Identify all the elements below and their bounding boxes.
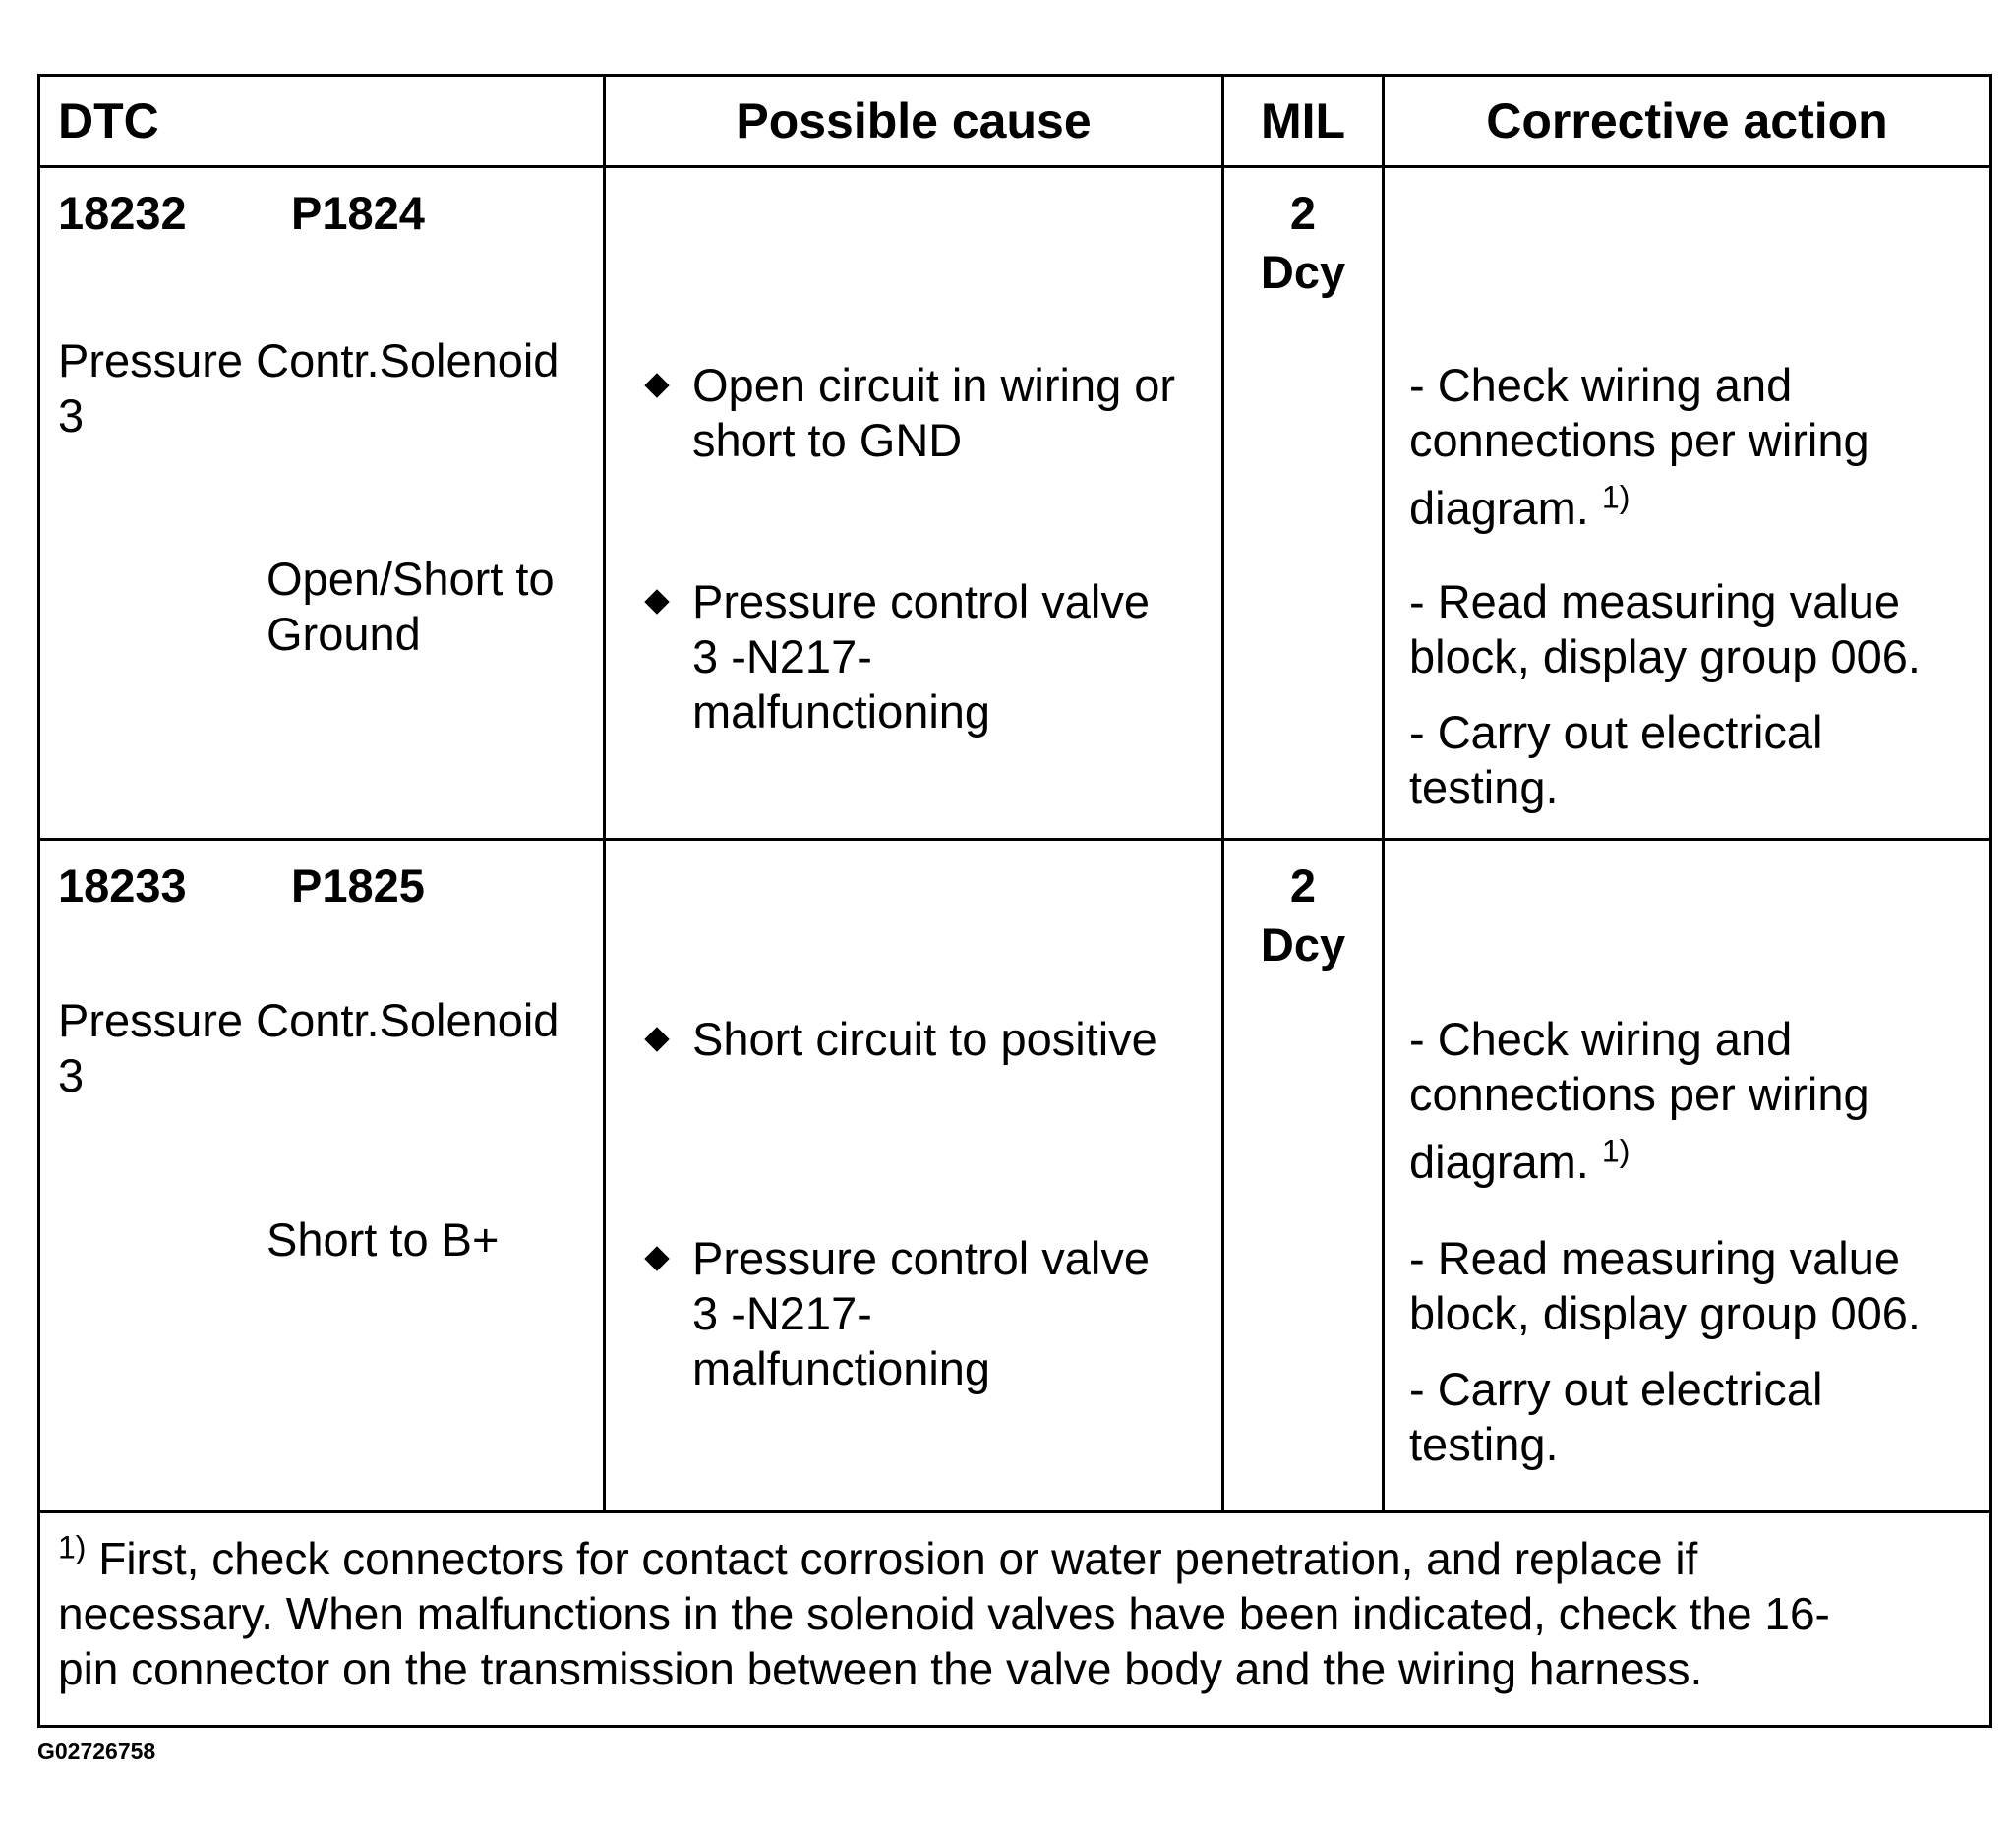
- action-line: diagram. $^{1)}$: [1409, 1133, 1631, 1188]
- mil-value: 2: [1289, 859, 1317, 912]
- fault-type-line1: Short to B+: [267, 1213, 500, 1266]
- figure-id: G02726758: [37, 1739, 156, 1764]
- dtc-cell: [39, 840, 605, 1512]
- dtc-code: 18233: [58, 859, 187, 912]
- component-number: 3: [58, 1049, 85, 1101]
- header-dtc: DTC: [39, 76, 605, 167]
- mil-cell: [1223, 840, 1384, 1512]
- header-corrective-action: Corrective action: [1384, 76, 1991, 167]
- corrective-action-cell: [1384, 840, 1991, 1512]
- action-line: - Check wiring and: [1409, 1013, 1793, 1065]
- dtc-cell: [39, 167, 605, 840]
- diamond-bullet-icon: [644, 589, 669, 614]
- component-name: Pressure Contr.Solenoid: [58, 334, 560, 386]
- footnote-cell: [39, 1512, 1991, 1727]
- table-row: [39, 840, 1991, 1512]
- action-line: - Carry out electrical: [1409, 706, 1823, 758]
- action-line: connections per wiring: [1409, 1068, 1869, 1120]
- action-line: - Carry out electrical: [1409, 1363, 1823, 1415]
- diamond-bullet-icon: [644, 1027, 669, 1051]
- cause-line: malfunctioning: [692, 1342, 991, 1394]
- action-line: testing.: [1409, 761, 1559, 813]
- action-line: connections per wiring: [1409, 414, 1869, 466]
- component-number: 3: [58, 389, 85, 442]
- action-line: block, display group 006.: [1409, 1287, 1921, 1339]
- action-line: - Read measuring value: [1409, 1232, 1900, 1284]
- mil-unit: Dcy: [1260, 246, 1346, 298]
- cause-line: Open circuit in wiring or: [692, 359, 1176, 411]
- header-row: [39, 76, 1991, 167]
- action-line: - Check wiring and: [1409, 359, 1793, 411]
- diamond-bullet-icon: [644, 373, 669, 397]
- action-line: - Read measuring value: [1409, 575, 1900, 627]
- header-possible-cause: Possible cause: [605, 76, 1223, 167]
- fault-type-line2: Ground: [267, 608, 421, 660]
- cause-line: Short circuit to positive: [692, 1013, 1157, 1065]
- table-row: [39, 167, 1991, 840]
- diamond-bullet-icon: [644, 1246, 669, 1270]
- mil-unit: Dcy: [1260, 918, 1346, 971]
- possible-cause-cell: [605, 840, 1223, 1512]
- action-line: diagram. $^{1)}$: [1409, 479, 1631, 534]
- mil-cell: [1223, 167, 1384, 840]
- fault-type-line1: Open/Short to: [267, 553, 555, 605]
- footnote-row: [39, 1512, 1991, 1727]
- component-name: Pressure Contr.Solenoid: [58, 994, 560, 1046]
- cause-line: Pressure control valve: [692, 575, 1150, 627]
- footnote-ref: 1): [1601, 1133, 1631, 1169]
- dtc-table: [37, 74, 1992, 1728]
- mil-value: 2: [1289, 187, 1317, 239]
- cause-line: short to GND: [692, 414, 963, 466]
- cause-line: 3 -N217-: [692, 630, 872, 682]
- possible-cause-cell: [605, 167, 1223, 840]
- dtc-code: 18232: [58, 187, 187, 239]
- footnote-text: $^{1)}$ First, check connectors for contact corrosion or water penetration, and replace if necessary. When malfunctions in the solenoid valves have been indicated, check the 16- pin connector on the transmission between the valve body and the wiring harness.: [58, 1529, 1830, 1694]
- dtc-pcode: P1824: [291, 187, 425, 239]
- dtc-pcode: P1825: [291, 859, 425, 912]
- cause-line: Pressure control valve: [692, 1232, 1150, 1284]
- cause-line: 3 -N217-: [692, 1287, 872, 1339]
- footnote-ref: 1): [1601, 479, 1631, 515]
- corrective-action-cell: [1384, 167, 1991, 840]
- action-line: testing.: [1409, 1418, 1559, 1470]
- header-mil: MIL: [1223, 76, 1384, 167]
- footnote-marker: 1): [58, 1529, 87, 1565]
- action-line: block, display group 006.: [1409, 630, 1921, 682]
- cause-line: malfunctioning: [692, 685, 991, 738]
